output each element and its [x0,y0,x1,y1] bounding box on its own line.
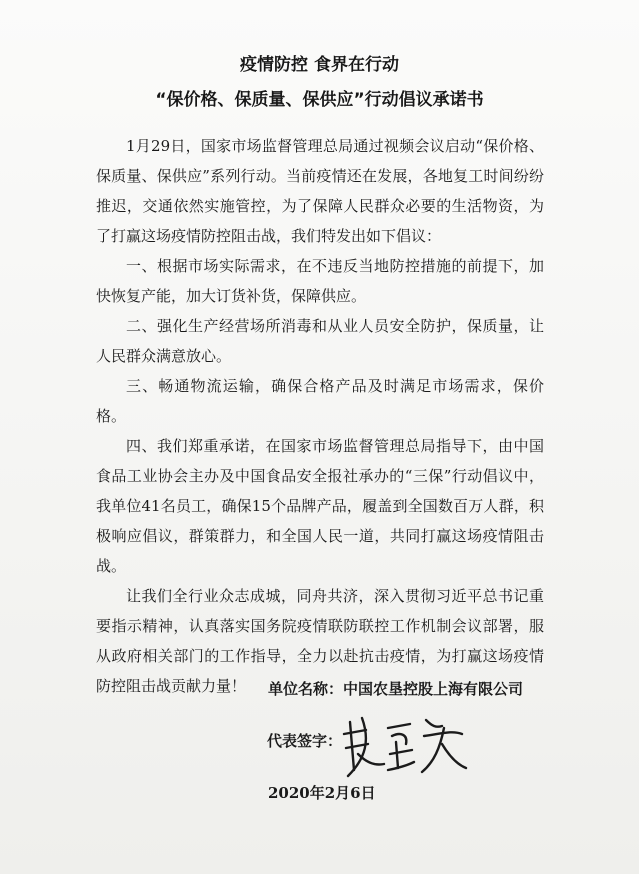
unit-label: 单位名称： [268,680,344,698]
paragraph-item-2: 二、强化生产经营场所消毒和从业人员安全防护，保质量，让人民群众满意放心。 [96,317,544,365]
paragraph-item-1: 一、根据市场实际需求，在不违反当地防控措施的前提下，加快恢复产能，加大订货补货，保障供应。 [96,257,544,305]
document-subtitle: “保价格、保质量、保供应”行动倡议承诺书 [155,90,484,110]
document-date: 2020年2月6日 [268,784,376,802]
paragraph-item-3: 三、畅通物流运输，确保合格产品及时满足市场需求，保价格。 [96,377,544,425]
paragraph-closing: 让我们全行业众志成城，同舟共济，深入贯彻习近平总书记重要指示精神，认真落实国务院疫情联防联控工作机制会议部署，服从政府相关部门的工作指导，全力以赴抗击疫情，为打赢这场疫情防控阻击战贡献力量！ [96,587,544,695]
document-title: 疫情防控 食界在行动 [240,55,399,75]
handwritten-signature [340,710,470,780]
document-body [96,131,544,701]
signature-label: 代表签字： [267,732,343,750]
unit-row [268,678,523,699]
paragraph-item-4: 四、我们郑重承诺，在国家市场监督管理总局指导下，由中国食品工业协会主办及中国食品安全报社承办的“三保”行动倡议中，我单位41名员工，确保15个品牌产品，履盖到全国数百万人群，积极响应倡议，群策群力，和全国人民一道，共同打赢这场疫情阻击战。 [96,437,544,575]
unit-name: 中国农垦控股上海有限公司 [343,680,524,698]
paragraph-intro: 1月29日，国家市场监督管理总局通过视频会议启动“保价格、保质量、保供应”系列行动。当前疫情还在发展，各地复工时间纷纷推迟，交通依然实施管控，为了保障人民群众必要的生活物资，为了打赢这场疫情防控阻击战，我们特发出如下倡议： [96,137,544,245]
